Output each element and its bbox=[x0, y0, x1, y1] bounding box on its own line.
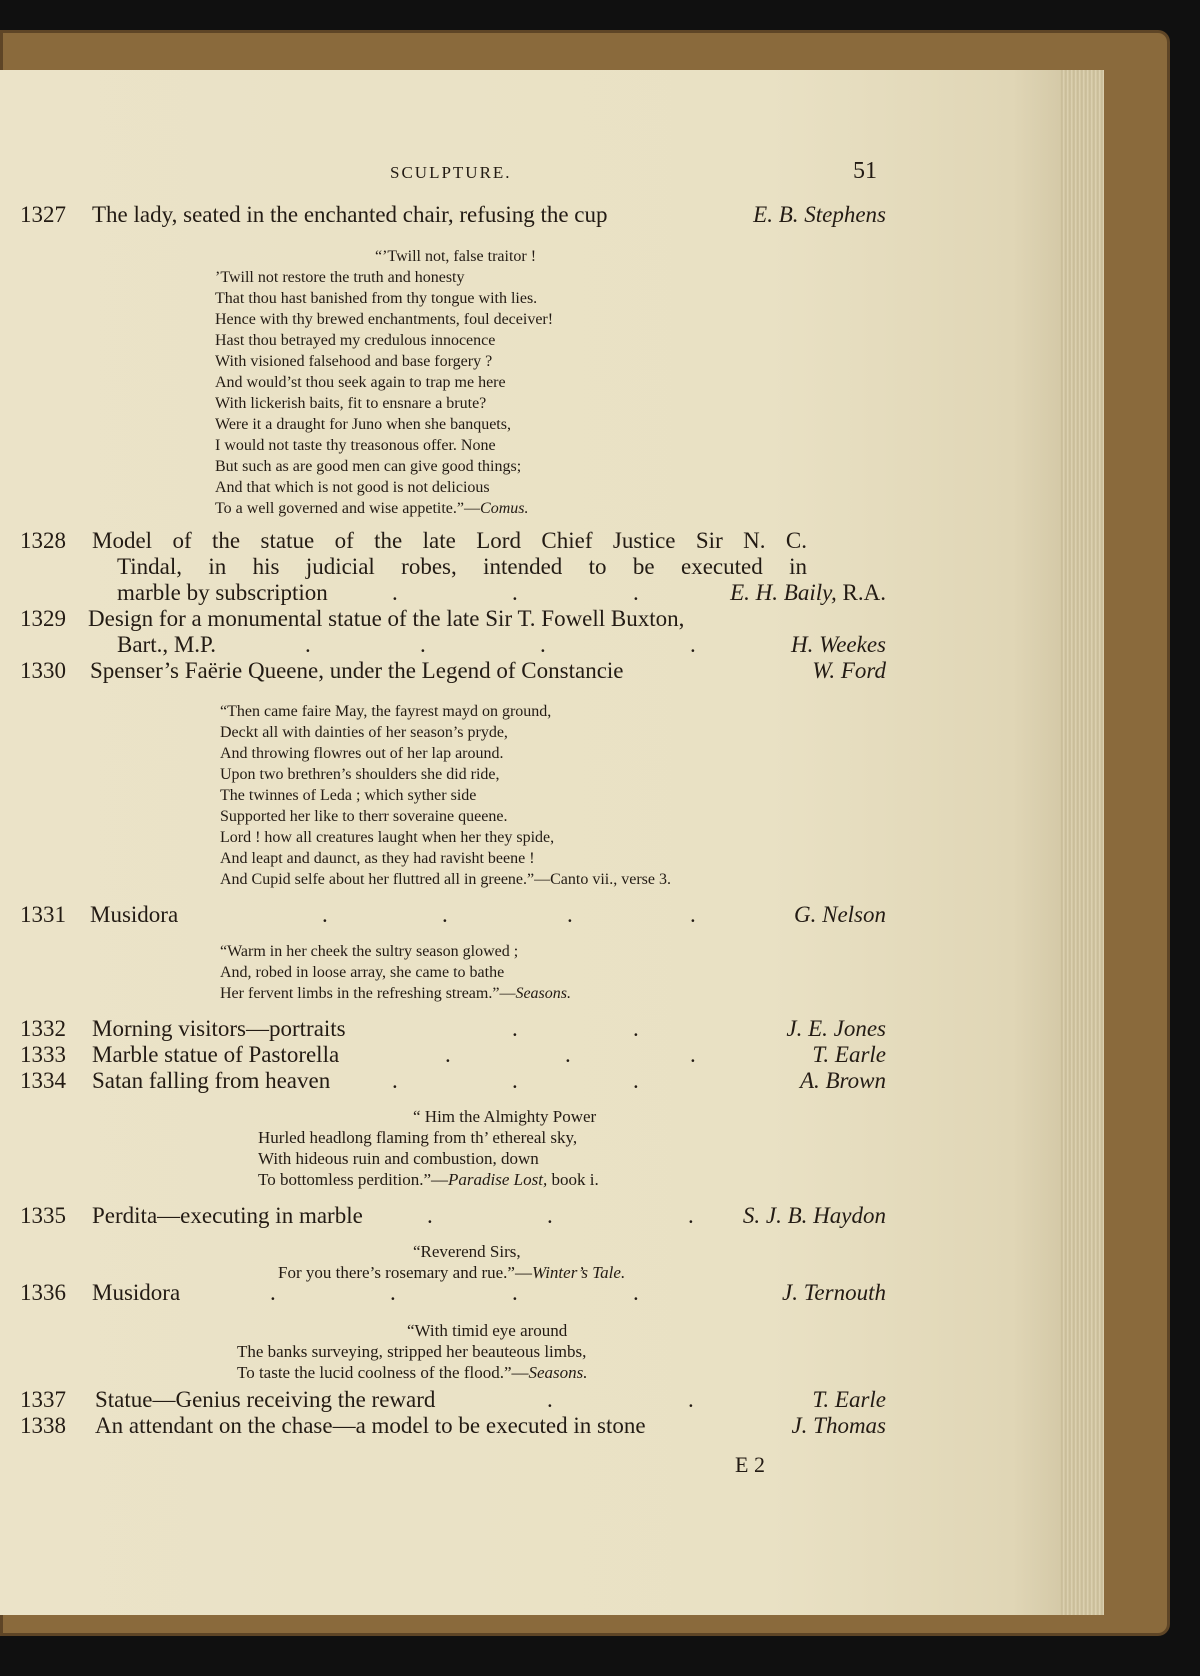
leader-dots: . bbox=[540, 632, 546, 657]
quote-line: And throwing flowres out of her lap around. bbox=[220, 745, 504, 762]
leader-dots: . bbox=[392, 1068, 398, 1093]
leader-dots: . bbox=[688, 1387, 694, 1412]
entry-number: 1331 bbox=[20, 902, 66, 927]
entry-number: 1336 bbox=[20, 1280, 66, 1305]
entry-title: Spenser’s Faërie Queene, under the Legend of Constancie bbox=[90, 658, 624, 683]
leader-dots: . bbox=[420, 632, 426, 657]
entry-title: Statue—Genius receiving the reward bbox=[95, 1387, 436, 1412]
leader-dots: . bbox=[633, 1280, 639, 1305]
quote-line: With lickerish baits, fit to ensnare a brute? bbox=[215, 395, 487, 412]
quote-line: “Warm in her cheek the sultry season glowed ; bbox=[220, 943, 519, 960]
quote-line: ’Twill not restore the truth and honesty bbox=[215, 269, 465, 286]
quote-line: Hast thou betrayed my credulous innocence bbox=[215, 332, 496, 349]
quote-line: Hence with thy brewed enchantments, foul deceiver! bbox=[215, 311, 554, 328]
entry-number: 1335 bbox=[20, 1203, 66, 1228]
entry-artist: G. Nelson bbox=[794, 902, 886, 927]
quote-line: The banks surveying, stripped her beauteous limbs, bbox=[237, 1342, 587, 1361]
leader-dots: . bbox=[633, 1016, 639, 1041]
entry-artist: W. Ford bbox=[812, 658, 886, 683]
leader-dots: . bbox=[690, 1042, 696, 1067]
entry-artist: A. Brown bbox=[799, 1068, 886, 1093]
entry-number: 1338 bbox=[20, 1413, 66, 1438]
quote-line: And leapt and daunct, as they had ravisht beene ! bbox=[220, 850, 535, 867]
entry-artist: H. Weekes bbox=[791, 632, 886, 657]
quote-line: “’Twill not, false traitor ! bbox=[375, 248, 537, 265]
quote-line: To bottomless perdition.”— bbox=[258, 1170, 449, 1189]
quote-line: Deckt all with dainties of her season’s pryde, bbox=[220, 724, 508, 741]
quote-line: To taste the lucid coolness of the flood.”— bbox=[237, 1363, 529, 1382]
entry-artist: J. Ternouth bbox=[782, 1280, 886, 1305]
quote-line: Were it a draught for Juno when she banquets, bbox=[215, 416, 511, 433]
leader-dots: . bbox=[688, 1203, 694, 1228]
entry-number: 1334 bbox=[20, 1068, 66, 1093]
book-page bbox=[0, 70, 1100, 1615]
leader-dots: . bbox=[690, 902, 696, 927]
quote-line: And that which is not good is not delicious bbox=[215, 479, 490, 496]
leader-dots: . bbox=[547, 1203, 553, 1228]
entry-title: Model of the statue of the late Lord Chief Justice Sir N. C. bbox=[92, 528, 807, 553]
entry-number: 1333 bbox=[20, 1042, 66, 1067]
entry-artist: E. B. Stephens bbox=[753, 202, 886, 227]
entry-title: Bart., M.P. bbox=[117, 632, 217, 657]
entry-quote bbox=[258, 1106, 599, 1190]
quote-source: Seasons. bbox=[528, 1363, 588, 1382]
entry-artist: E. H. Baily, R.A. bbox=[730, 580, 886, 605]
quote-line: But such as are good men can give good things; bbox=[215, 458, 522, 475]
entry-quote bbox=[220, 941, 571, 1004]
leader-dots: . bbox=[512, 580, 518, 605]
entry-quote bbox=[215, 246, 553, 519]
entry-artist: J. E. Jones bbox=[786, 1016, 886, 1041]
entry-title: The lady, seated in the enchanted chair, refusing the cup bbox=[92, 202, 608, 227]
entry-title: marble by subscription bbox=[117, 580, 328, 605]
quote-line: I would not taste thy treasonous offer. None bbox=[215, 437, 496, 454]
quote-line: “ Him the Almighty Power bbox=[413, 1107, 597, 1126]
entry-quote bbox=[278, 1241, 625, 1283]
quote-line: Hurled headlong flaming from th’ ethereal sky, bbox=[258, 1128, 578, 1147]
entry-number: 1332 bbox=[20, 1016, 66, 1041]
entry-title: Musidora bbox=[92, 1280, 181, 1305]
leader-dots: . bbox=[633, 580, 639, 605]
leader-dots: . bbox=[322, 902, 328, 927]
leader-dots: . bbox=[392, 580, 398, 605]
quote-line: “With timid eye around bbox=[407, 1321, 568, 1340]
entry-number: 1328 bbox=[20, 528, 66, 553]
entry-title: Tindal, in his judicial robes, intended to be executed in bbox=[117, 554, 807, 579]
leader-dots: . bbox=[633, 1068, 639, 1093]
quote-line: Supported her like to therr soveraine queene. bbox=[220, 808, 508, 825]
leader-dots: . bbox=[690, 632, 696, 657]
leader-dots: . bbox=[567, 902, 573, 927]
leader-dots: . bbox=[390, 1280, 396, 1305]
quote-line: And, robed in loose array, she came to bathe bbox=[220, 964, 505, 981]
entry-number: 1337 bbox=[20, 1387, 66, 1412]
entry-title: Perdita—executing in marble bbox=[92, 1203, 363, 1228]
entry-quote bbox=[220, 701, 671, 890]
entry-artist: S. J. B. Haydon bbox=[742, 1203, 886, 1228]
leader-dots: . bbox=[442, 902, 448, 927]
leader-dots: . bbox=[512, 1280, 518, 1305]
entry-title: Marble statue of Pastorella bbox=[92, 1042, 340, 1067]
quote-line: Upon two brethren’s shoulders she did ride, bbox=[220, 766, 500, 783]
quote-line: Her fervent limbs in the refreshing stream.”— bbox=[220, 985, 516, 1002]
entry-artist: T. Earle bbox=[812, 1387, 886, 1412]
quote-line: “Reverend Sirs, bbox=[413, 1242, 521, 1261]
entry-artist: J. Thomas bbox=[791, 1413, 886, 1438]
running-head: SCULPTURE. bbox=[390, 163, 512, 182]
entry-quote bbox=[237, 1320, 588, 1383]
leader-dots: . bbox=[445, 1042, 451, 1067]
leader-dots: . bbox=[512, 1016, 518, 1041]
quote-line: And would’st thou seek again to trap me here bbox=[215, 374, 506, 391]
entry-title: An attendant on the chase—a model to be executed in stone bbox=[95, 1413, 646, 1438]
page-number: 51 bbox=[853, 158, 877, 184]
leader-dots: . bbox=[547, 1387, 553, 1412]
entry-title: Satan falling from heaven bbox=[92, 1068, 331, 1093]
leader-dots: . bbox=[270, 1280, 276, 1305]
quote-source: Seasons. bbox=[515, 985, 572, 1002]
quote-line: With hideous ruin and combustion, down bbox=[258, 1149, 539, 1168]
quote-line: To a well governed and wise appetite.”— bbox=[215, 500, 481, 517]
quote-line: “Then came faire May, the fayrest mayd on ground, bbox=[220, 703, 552, 720]
entry-artist: T. Earle bbox=[812, 1042, 886, 1067]
quote-source: Winter’s Tale. bbox=[531, 1263, 626, 1282]
signature-mark: E 2 bbox=[735, 1452, 765, 1477]
leader-dots: . bbox=[512, 1068, 518, 1093]
quote-line: Lord ! how all creatures laught when her they spide, bbox=[220, 829, 555, 846]
leader-dots: . bbox=[427, 1203, 433, 1228]
entry-title: Morning visitors—portraits bbox=[92, 1016, 346, 1041]
entry-number: 1330 bbox=[20, 658, 66, 683]
quote-source: Paradise Lost, bbox=[448, 1170, 548, 1189]
leader-dots: . bbox=[565, 1042, 571, 1067]
page-edges bbox=[1060, 70, 1104, 1615]
quote-line: With visioned falsehood and base forgery ? bbox=[215, 353, 493, 370]
entry-number: 1329 bbox=[20, 606, 66, 631]
leader-dots: . bbox=[305, 632, 311, 657]
quote-source: Comus. bbox=[480, 500, 529, 517]
quote-line: The twinnes of Leda ; which syther side bbox=[220, 787, 477, 804]
quote-line: That thou hast banished from thy tongue with lies. bbox=[215, 290, 538, 307]
quote-line: And Cupid selfe about her fluttred all in greene.”—Canto vii., verse 3. bbox=[220, 871, 671, 888]
entry-title: Musidora bbox=[90, 902, 179, 927]
quote-line: For you there’s rosemary and rue.”— bbox=[278, 1263, 532, 1282]
entry-number: 1327 bbox=[20, 202, 66, 227]
entry-title: Design for a monumental statue of the late Sir T. Fowell Buxton, bbox=[88, 606, 685, 631]
quote-source-tail: book i. bbox=[547, 1170, 599, 1189]
